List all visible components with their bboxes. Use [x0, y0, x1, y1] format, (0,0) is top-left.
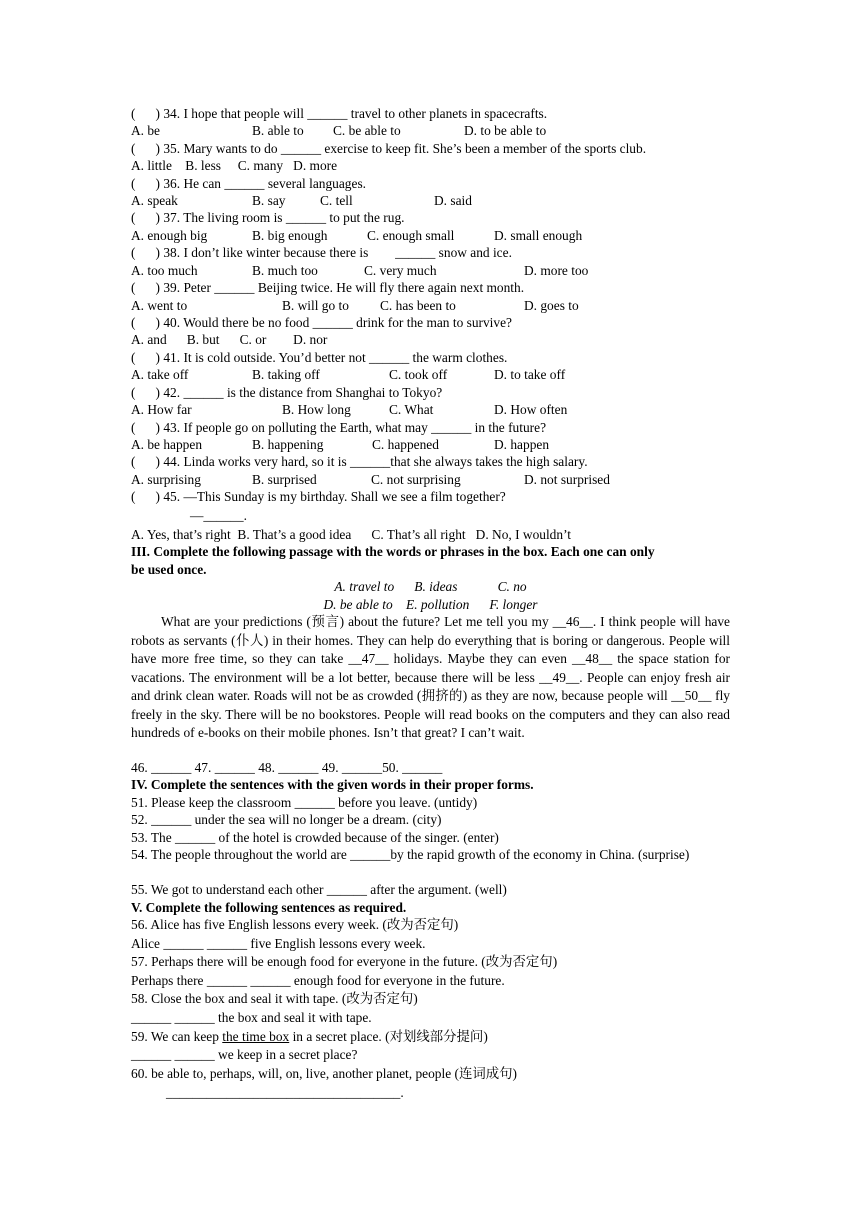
question-57-answer: Perhaps there ______ ______ enough food for everyone in the future. [131, 973, 505, 988]
q43-option-b: B. happening [252, 437, 324, 452]
q39-option-b: B. will go to [282, 298, 349, 313]
word-box-row-2: D. be able to E. pollution F. longer [323, 597, 538, 612]
question-57: 57. Perhaps there will be enough food for everyone in the future. (改为否定句) [131, 954, 558, 969]
question-51: 51. Please keep the classroom ______ before you leave. (untidy) [131, 795, 478, 810]
question-45: ( ) 45. —This Sunday is my birthday. Shall we see a film together? [131, 489, 506, 504]
q35-options: A. little B. less C. many D. more [131, 158, 338, 173]
section-5-heading: V. Complete the following sentences as required. [131, 900, 407, 915]
q36-option-a: A. speak [131, 193, 178, 208]
q43-option-d: D. happen [494, 437, 550, 452]
q42-option-b: B. How long [282, 402, 351, 417]
q40-options: A. and B. but C. or D. nor [131, 332, 328, 347]
question-39: ( ) 39. Peter ______ Beijing twice. He will fly there again next month. [131, 280, 525, 295]
q38-option-d: D. more too [524, 263, 589, 278]
question-54: 54. The people throughout the world are ______by the rapid growth of the economy in China. (surprise) [131, 847, 690, 862]
q39-option-c: C. has been to [380, 298, 456, 313]
section-3-heading: III. Complete the following passage with the words or phrases in the box. Each one can only [131, 544, 655, 559]
q41-option-b: B. taking off [252, 367, 320, 382]
q41-option-d: D. to take off [494, 367, 566, 382]
section-3-heading-cont: be used once. [131, 562, 207, 577]
q36-option-b: B. say [252, 193, 286, 208]
word-box-row-1: A. travel to B. ideas C. no [334, 579, 527, 594]
question-42: ( ) 42. ______ is the distance from Shanghai to Tokyo? [131, 385, 443, 400]
q37-option-b: B. big enough [252, 228, 328, 243]
question-59 [131, 1028, 488, 1045]
q42-option-c: C. What [389, 402, 434, 417]
question-43: ( ) 43. If people go on polluting the Earth, what may ______ in the future? [131, 420, 547, 435]
question-56: 56. Alice has five English lessons every week. (改为否定句) [131, 917, 459, 932]
q34-option-d: D. to be able to [464, 123, 547, 138]
question-44: ( ) 44. Linda works very hard, so it is ______that she always takes the high salary. [131, 454, 588, 469]
question-35: ( ) 35. Mary wants to do ______ exercise to keep fit. She’s been a member of the sports club. [131, 141, 647, 156]
q38-option-b: B. much too [252, 263, 318, 278]
q34-option-a: A. be [131, 123, 161, 138]
question-37: ( ) 37. The living room is ______ to put the rug. [131, 210, 405, 225]
question-41: ( ) 41. It is cold outside. You’d better not ______ the warm clothes. [131, 350, 508, 365]
q34-option-b: B. able to [252, 123, 304, 138]
question-52: 52. ______ under the sea will no longer be a dream. (city) [131, 812, 442, 827]
q59-text-end: in a secret place. (对划线部分提问) [289, 1029, 488, 1044]
question-56-answer: Alice ______ ______ five English lessons every week. [131, 936, 426, 951]
question-36: ( ) 36. He can ______ several languages. [131, 176, 367, 191]
q45-options: A. Yes, that’s right B. That’s a good idea C. That’s all right D. No, I wouldn’t [131, 527, 572, 542]
question-40: ( ) 40. Would there be no food ______ drink for the man to survive? [131, 315, 512, 330]
q34-option-c: C. be able to [333, 123, 401, 138]
question-60: 60. be able to, perhaps, will, on, live, another planet, people (连词成句) [131, 1066, 517, 1081]
passage: What are your predictions (预言) about the future? Let me tell you my __46__. I think people will have robots as servants (仆人) in their homes. They can help do everything that is boring or dangerous. People will have more free time, so they can take __47__ holidays. Maybe they can even __48__ the space station for vacations. The environment will be a lot better, because there will be less __49__. People can enjoy fresh air and drink clean water. Roads will not be as crowded (拥挤的) as they are now, because people will __50__ fly freely in the sky. There will be no bookstores. People will read books on the computers and they can also read hundreds of e-books on their mobile phones. Isn’t that great? I can’t wait. [131, 614, 730, 740]
question-55: 55. We got to understand each other ______ after the argument. (well) [131, 882, 507, 897]
q42-option-a: A. How far [131, 402, 192, 417]
q44-option-a: A. surprising [131, 472, 201, 487]
passage-answer-blanks: 46. ______ 47. ______ 48. ______ 49. ______50. ______ [131, 760, 443, 775]
q45-reply: —______. [190, 508, 247, 523]
q41-option-a: A. take off [131, 367, 189, 382]
q44-option-b: B. surprised [252, 472, 317, 487]
q43-option-a: A. be happen [131, 437, 203, 452]
q39-option-d: D. goes to [524, 298, 579, 313]
q38-option-a: A. too much [131, 263, 198, 278]
question-58-answer: ______ ______ the box and seal it with tape. [131, 1010, 372, 1025]
q37-option-c: C. enough small [367, 228, 455, 243]
q44-option-d: D. not surprised [524, 472, 610, 487]
q43-option-c: C. happened [372, 437, 439, 452]
q37-option-a: A. enough big [131, 228, 208, 243]
question-59-answer: ______ ______ we keep in a secret place? [131, 1047, 358, 1062]
q41-option-c: C. took off [389, 367, 448, 382]
q59-underlined-phrase: the time box [222, 1029, 290, 1044]
q42-option-d: D. How often [494, 402, 568, 417]
q59-text-start: 59. We can keep [131, 1029, 223, 1044]
q39-option-a: A. went to [131, 298, 188, 313]
section-4-heading: IV. Complete the sentences with the given words in their proper forms. [131, 777, 534, 792]
q36-option-c: C. tell [320, 193, 353, 208]
question-58: 58. Close the box and seal it with tape. (改为否定句) [131, 991, 418, 1006]
question-34: ( ) 34. I hope that people will ______ travel to other planets in spacecrafts. [131, 106, 548, 121]
q38-option-c: C. very much [364, 263, 437, 278]
q44-option-c: C. not surprising [371, 472, 461, 487]
q37-option-d: D. small enough [494, 228, 583, 243]
question-53: 53. The ______ of the hotel is crowded because of the singer. (enter) [131, 830, 499, 845]
question-60-answer-line: ___________________________________. [166, 1085, 404, 1100]
question-38: ( ) 38. I don’t like winter because there is ______ snow and ice. [131, 245, 512, 260]
q36-option-d: D. said [434, 193, 472, 208]
